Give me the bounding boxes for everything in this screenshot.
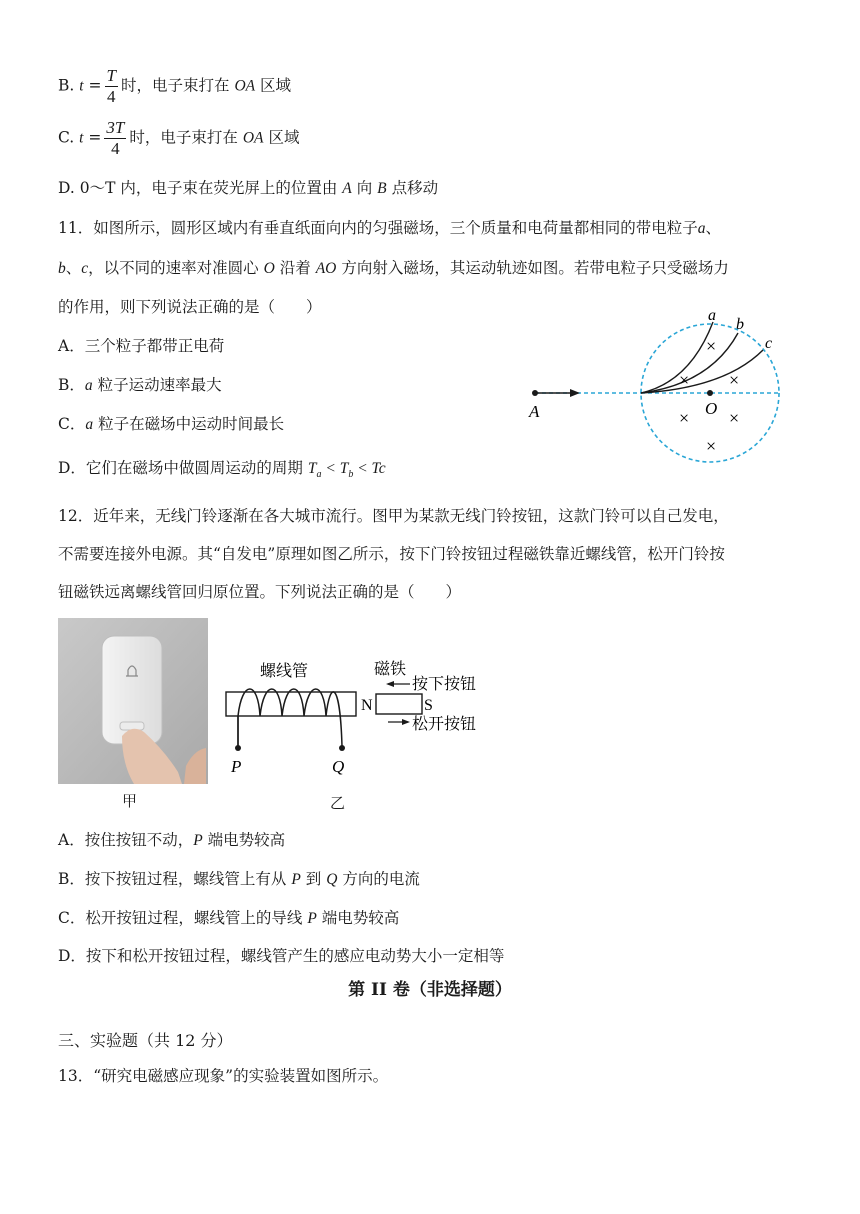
stem-text: 不需要连接外电源。其“自发电”原理如图乙所示，按下门铃按钮过程磁铁靠近螺线管，松开门铃按 <box>58 545 725 563</box>
q10-option-d <box>58 176 438 198</box>
release-arrowhead <box>402 719 410 725</box>
label-yi: 乙 <box>330 794 346 812</box>
q13-stem: 13．“研究电磁感应现象”的实验装置如图所示。 <box>58 1067 389 1085</box>
press-button <box>120 722 144 730</box>
field-cross: × <box>679 370 690 390</box>
q12-stem-line1 <box>58 504 729 526</box>
numerator: T <box>106 66 116 85</box>
stem-text: 11．如图所示，圆形区域内有垂直纸面向内的匀强磁场，三个质量和电荷量都相同的带电粒子 <box>58 219 698 237</box>
var-p: P <box>291 871 301 888</box>
stem-text: 钮磁铁远离螺线管回归原位置。下列说法正确的是（ ） <box>58 583 462 601</box>
var-p: P <box>193 832 203 849</box>
option-text: 时，电子束打在 <box>120 76 230 95</box>
q11-option-b <box>58 373 222 395</box>
denominator: 4 <box>111 139 120 158</box>
q10-option-c <box>58 118 299 159</box>
equals: = <box>88 128 102 147</box>
punct: 、 <box>705 219 721 237</box>
solenoid-diagram <box>218 650 508 810</box>
option-text: D. 0～T 内，电子束在荧光屏上的位置由 <box>58 179 338 197</box>
q12-option-a <box>58 828 285 850</box>
terminal-q <box>339 745 345 751</box>
section-3-heading: 三、实验题（共 12 分） <box>58 1031 233 1050</box>
point-a-dot <box>532 390 538 396</box>
q12-stem-line2 <box>58 542 725 564</box>
region: OA <box>234 77 256 95</box>
option-text: D．按下和松开按钮过程，螺线管产生的感应电动势大小一定相等 <box>58 947 505 965</box>
label-c: c <box>765 335 773 352</box>
label-b: b <box>736 316 744 333</box>
period-formula: $T_a < T_b < Tc$ <box>307 460 386 481</box>
q12-option-c <box>58 906 399 928</box>
numerator: 3T <box>106 118 125 137</box>
q11-stem-line1 <box>58 216 721 238</box>
var-ao: AO <box>315 260 337 277</box>
field-cross: × <box>706 436 717 456</box>
label-q: Q <box>332 757 345 776</box>
var-c: c <box>81 260 89 277</box>
option-text: B．按下按钮过程，螺线管上有从 <box>58 870 287 888</box>
option-text: 粒子运动速率最大 <box>97 376 222 394</box>
option-text: 时，电子束打在 <box>129 128 238 147</box>
stem-text: 方向射入磁场，其运动轨迹如图。若带电粒子只受磁场力 <box>341 259 729 277</box>
field-cross: × <box>679 408 690 428</box>
point-b: B <box>377 180 387 197</box>
q11-option-c <box>58 412 284 434</box>
option-text: A．按住按钮不动， <box>58 831 194 849</box>
stem-text: ，以不同的速率对准圆心 <box>88 259 259 277</box>
point-a: A <box>342 180 352 197</box>
punct: 、 <box>65 259 82 277</box>
magnet-label: 磁铁 <box>374 661 407 678</box>
denominator: 4 <box>107 87 116 106</box>
q11-option-d <box>58 456 386 480</box>
field-cross: × <box>706 336 717 356</box>
option-tail: 区域 <box>260 76 292 95</box>
q12-option-d <box>58 944 504 966</box>
fraction <box>105 66 118 107</box>
var-t: t <box>79 77 84 95</box>
press-label: 按下按钮 <box>412 676 477 693</box>
stem-text: 的作用，则下列说法正确的是（ ） <box>58 298 322 316</box>
terminal-p <box>235 745 241 751</box>
option-text: 方向的电流 <box>342 870 420 888</box>
option-text: 端电势较高 <box>207 831 286 849</box>
press-arrowhead <box>386 681 394 687</box>
var-o: O <box>263 260 275 277</box>
section-2-title: 第 II 卷（非选择题） <box>348 980 512 1000</box>
doorbell-photo <box>58 618 208 784</box>
bar-magnet <box>376 694 422 714</box>
field-cross: × <box>729 408 740 428</box>
option-tail: 区域 <box>268 128 300 147</box>
var-t: t <box>79 129 84 147</box>
stem-text: 沿着 <box>279 259 311 277</box>
option-text: C．松开按钮过程，螺线管上的导线 <box>58 909 303 927</box>
stem-text: 12．近年来，无线门铃逐渐在各大城市流行。图甲为某款无线门铃按钮，这款门铃可以自己发电， <box>58 507 729 525</box>
solenoid-label: 螺线管 <box>260 663 309 680</box>
var-a: a <box>84 377 93 394</box>
option-label: C． <box>58 415 86 433</box>
label-O: O <box>705 399 718 418</box>
option-text: 点移动 <box>391 179 439 197</box>
label-A: A <box>529 402 540 421</box>
equals: = <box>88 76 102 95</box>
field-cross: × <box>729 370 740 390</box>
option-label: B． <box>58 376 85 394</box>
q12-option-b <box>58 867 420 889</box>
pole-n: N <box>361 697 373 714</box>
option-text: 粒子在磁场中运动时间最长 <box>98 415 285 433</box>
label-jia: 甲 <box>122 792 138 810</box>
option-label: C. <box>58 128 75 147</box>
option-text: 端电势较高 <box>321 909 400 927</box>
var-p: P <box>307 910 317 927</box>
option-label: B. <box>58 76 75 95</box>
arrow-head <box>570 389 580 397</box>
option-text: 到 <box>305 870 322 888</box>
release-label: 松开按钮 <box>412 716 477 733</box>
q11-figure <box>520 300 820 470</box>
option-text: 向 <box>356 179 373 197</box>
q11-stem-line3 <box>58 295 322 317</box>
var-q: Q <box>326 871 338 888</box>
pole-s: S <box>424 697 433 714</box>
center-o-dot <box>707 390 713 396</box>
q12-stem-line3 <box>58 580 461 602</box>
var-b: b <box>58 260 66 277</box>
q10-option-b <box>58 66 291 107</box>
option-text: D．它们在磁场中做圆周运动的周期 <box>58 459 303 477</box>
fraction <box>104 118 126 159</box>
option-text: A．三个粒子都带正电荷 <box>58 337 225 355</box>
doorbell-photo-drawing <box>58 618 208 784</box>
var-a: a <box>697 220 706 237</box>
label-p: P <box>231 757 242 776</box>
var-a: a <box>85 416 94 433</box>
region: OA <box>242 129 264 147</box>
q11-option-a <box>58 334 224 356</box>
label-a: a <box>708 307 716 324</box>
q11-stem-line2 <box>58 256 729 278</box>
